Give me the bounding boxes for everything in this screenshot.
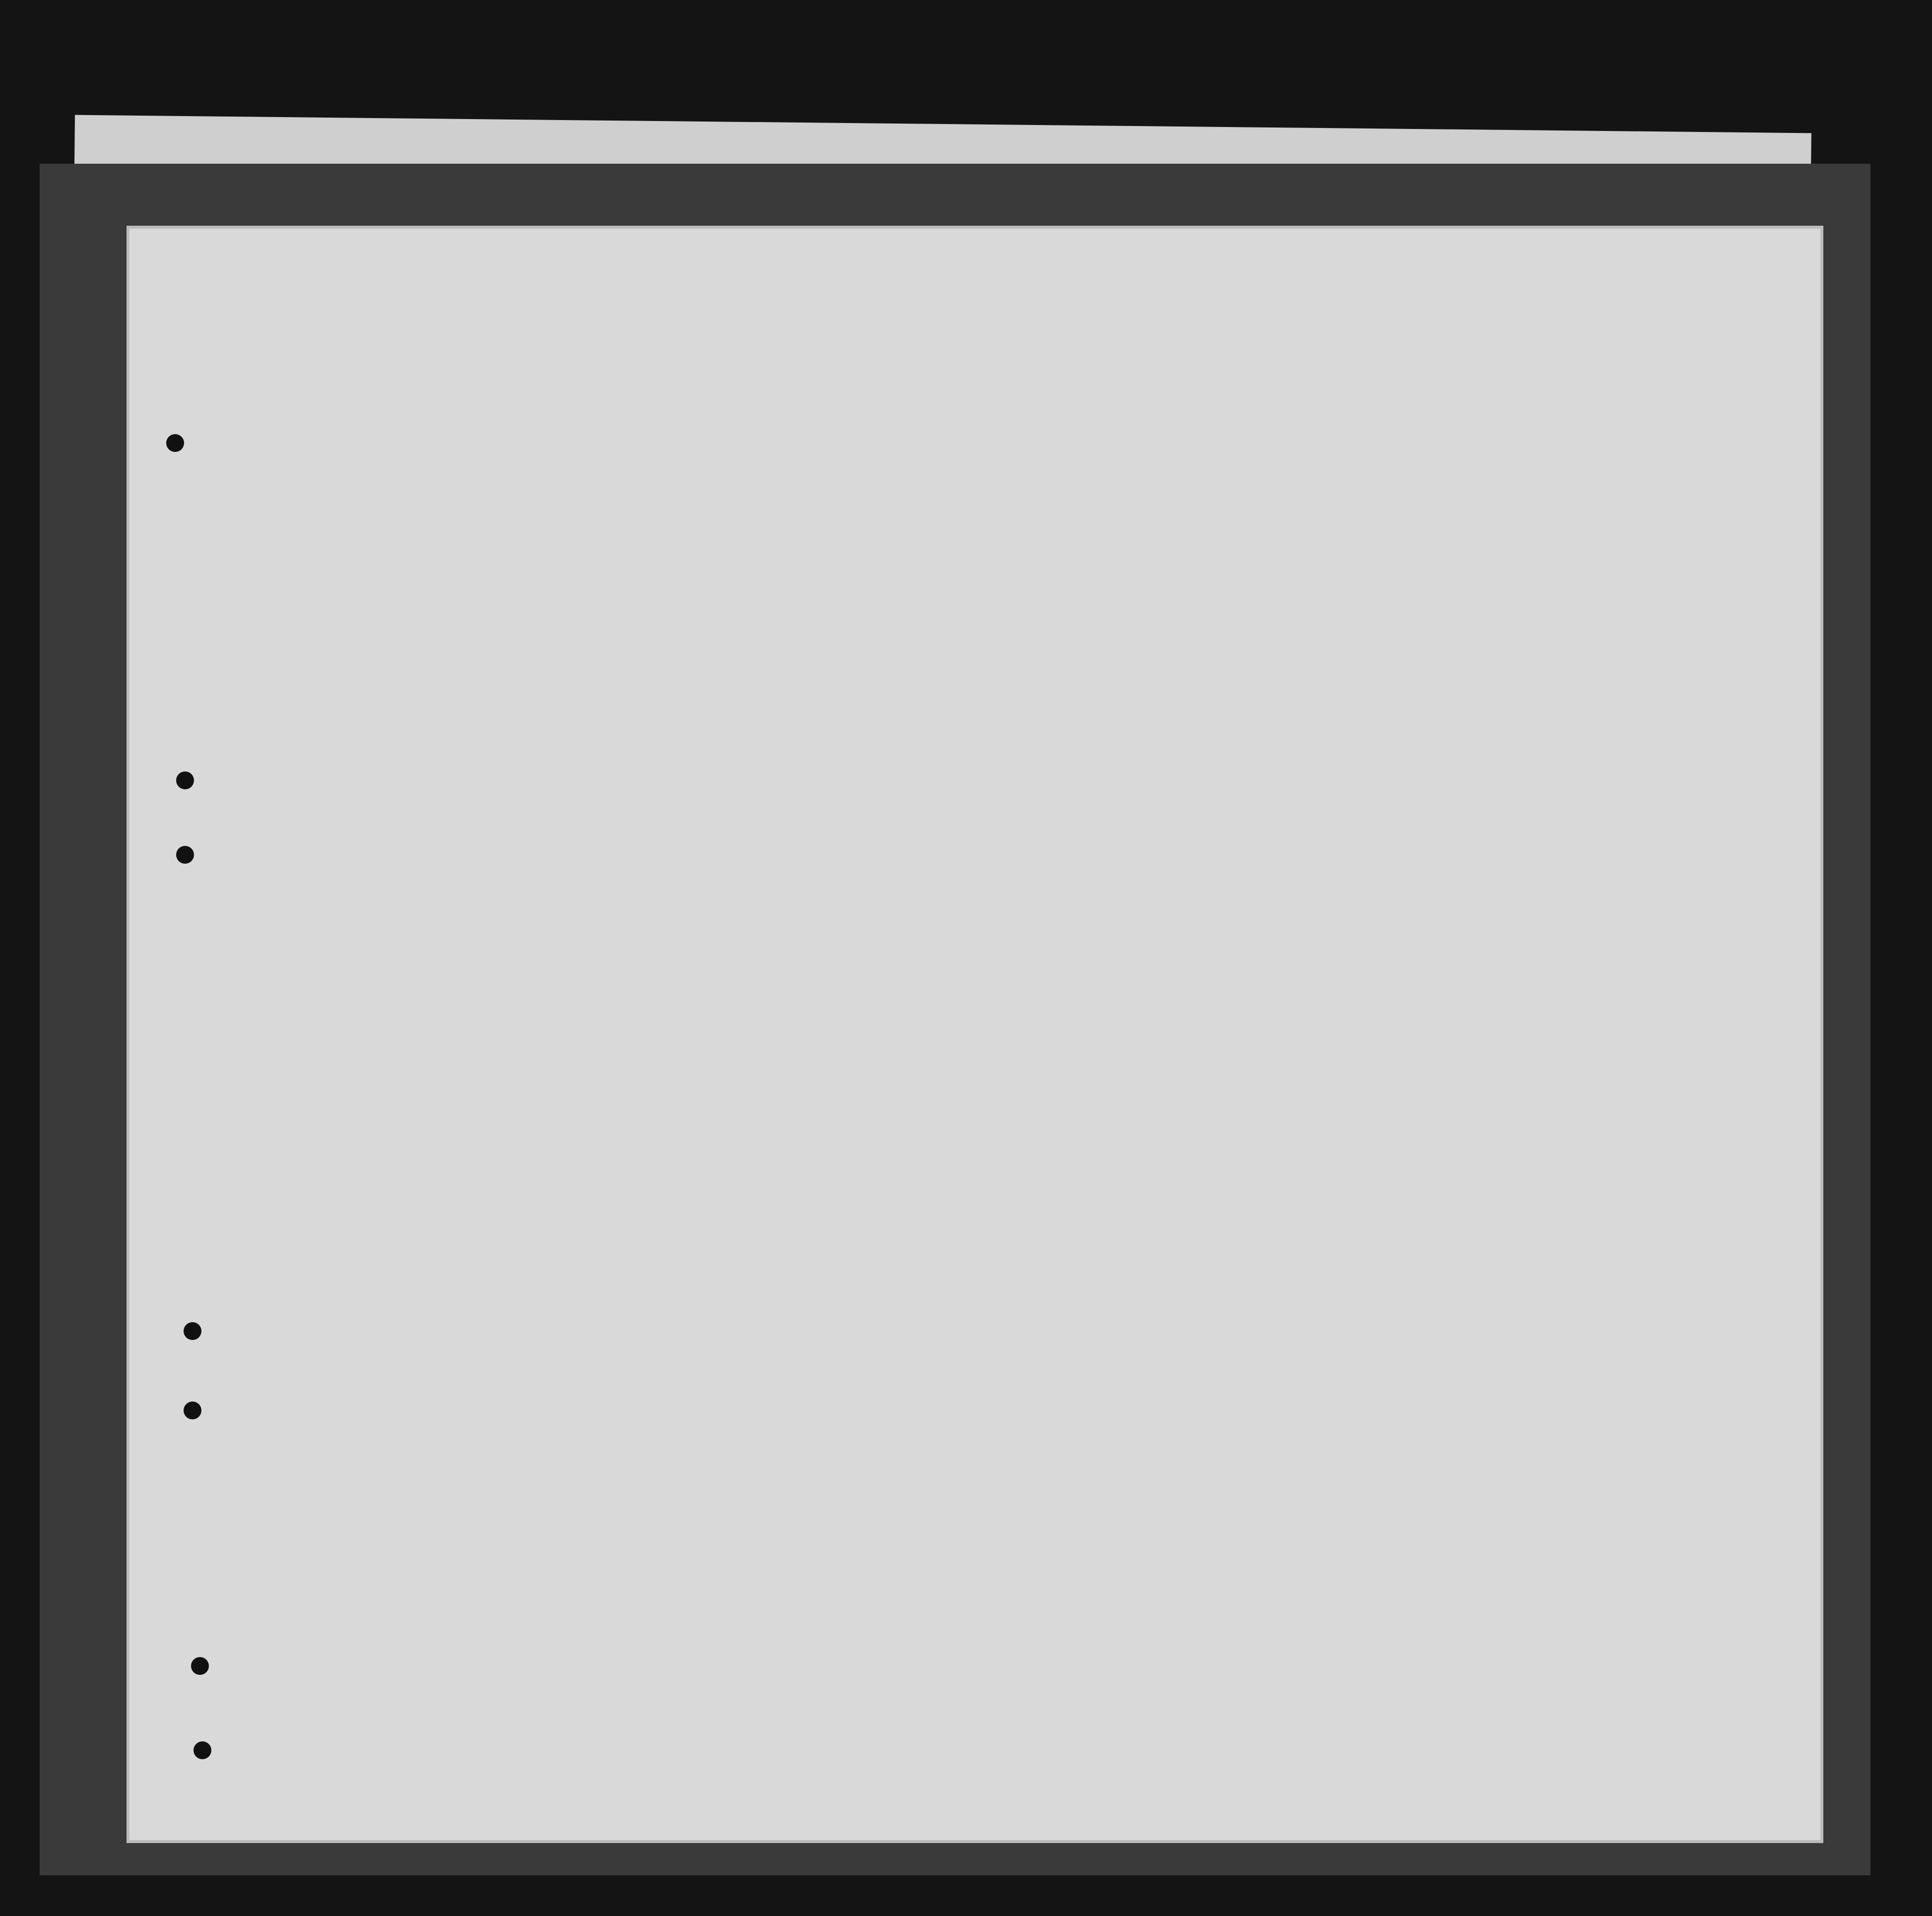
- manifest-page: [127, 226, 1823, 1843]
- punch-hole: [166, 434, 184, 452]
- punch-hole: [176, 846, 194, 864]
- punch-hole: [176, 771, 194, 789]
- punch-hole: [184, 1402, 201, 1419]
- punch-hole: [191, 1657, 209, 1675]
- punch-hole: [184, 1322, 201, 1340]
- punch-hole: [193, 1741, 211, 1759]
